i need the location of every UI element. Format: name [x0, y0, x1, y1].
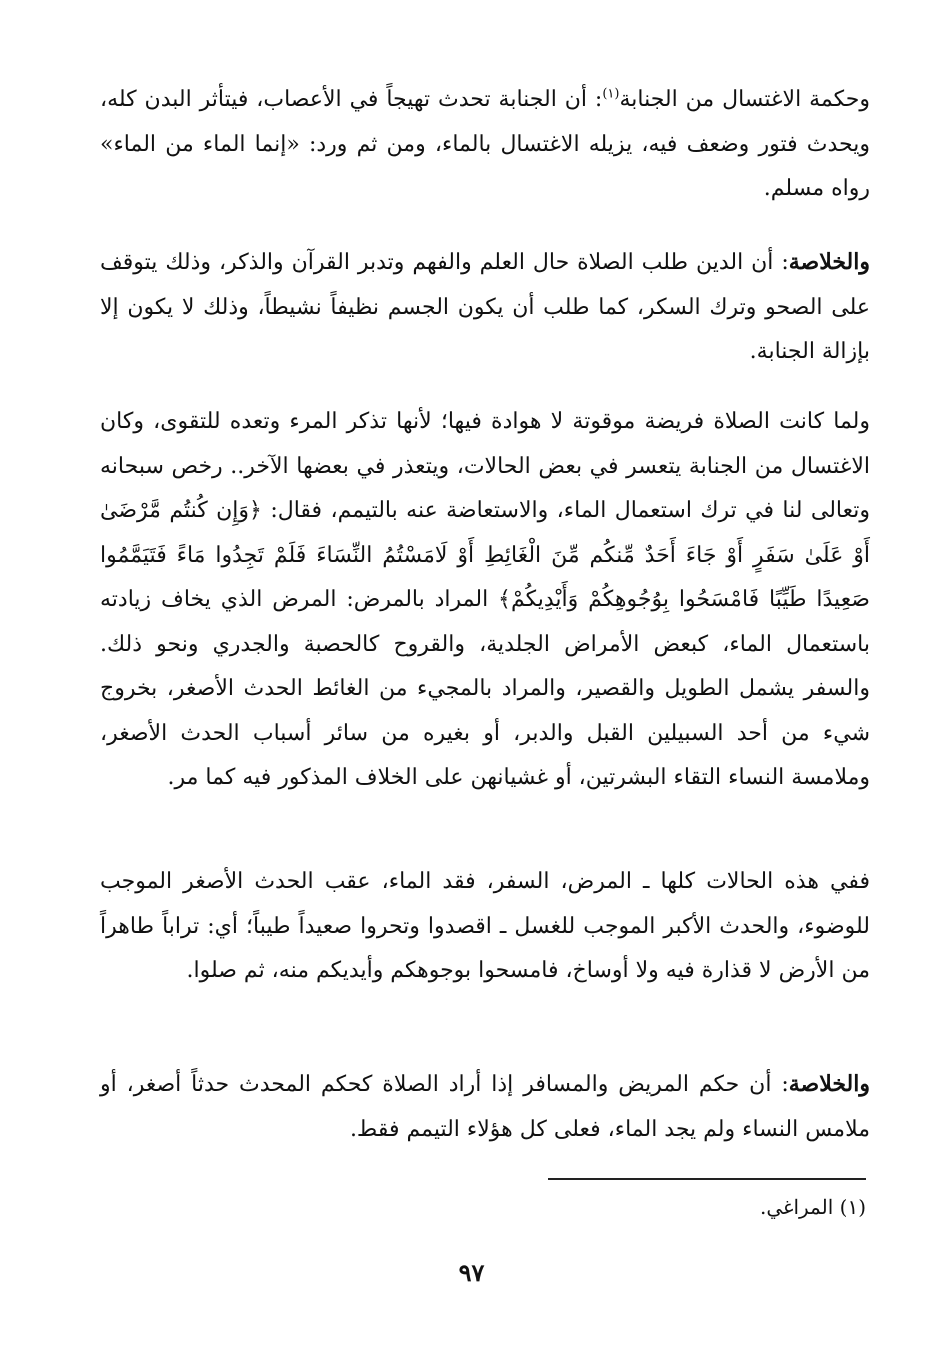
paragraph-text: ولما كانت الصلاة فريضة موقوتة لا هوادة فيها؛ لأنها تذكر المرء وتعده للتقوى، وكان الاغتسال من الجنابة يتعسر في بعض الحالات، ويتعذر في بعضها الآخر.. رخص سبحانه وتعالى لنا في ترك استعمال الماء، والاستعاضة عنه بالتيمم، فقال: ﴿وَإِن كُنتُم مَّرْضَىٰ أَوْ عَلَىٰ سَفَرٍ أَوْ جَاءَ أَحَدٌ مِّنكُم مِّنَ الْغَائِطِ أَوْ لَامَسْتُمُ النِّسَاءَ فَلَمْ تَجِدُوا مَاءً فَتَيَمَّمُوا صَعِيدًا طَيِّبًا فَامْسَحُوا بِوُجُوهِكُمْ وَأَيْدِيكُمْ﴾ المراد بالمرض: المرض الذي يخاف زيادته باستعمال الماء، كبعض الأمراض الجلدية، والقروح كالحصبة والجدري ونحو ذلك. والسفر يشمل الطويل والقصير، والمراد بالمجيء من الغائط الحدث الأصغر، بخروج شيء من أحد السبيلين القبل والدبر، أو بغيره من سائر أسباب الحدث الأصغر، وملامسة النساء التقاء البشرتين، أو غشيانهن على الخلاف المذكور فيه كما مر.	[100, 409, 871, 790]
paragraph-text: وحكمة الاغتسال من الجنابة	[619, 87, 871, 112]
paragraph-text: ففي هذه الحالات كلها ـ المرض، السفر، فقد الماء، عقب الحدث الأصغر الموجب للوضوء، والحدث الأكبر الموجب للغسل ـ اقصدوا وتحروا صعيداً طيباً؛ أي: تراباً طاهراً من الأرض لا قذارة فيه ولا أوساخ، فامسحوا بوجوهكم وأيديكم منه، ثم صلوا.	[100, 869, 870, 983]
footnote-text: المراغي.	[759, 1195, 834, 1219]
footnote-marker: (١)	[839, 1195, 866, 1219]
paragraph-text-continued: : أن الجنابة تحدث تهيجاً في الأعصاب، فيتأثر البدن كله، ويحدث فتور وضعف فيه، يزيله الاغتسال بالماء، ومن ثم ورد: «إنما الماء من الماء» رواه مسلم.	[100, 87, 870, 201]
paragraph-summary-1	[100, 240, 870, 375]
summary-heading: والخلاصة	[788, 249, 870, 275]
summary-text: : أن الدين طلب الصلاة حال العلم والفهم وتدبر القرآن والذكر، وذلك يتوقف على الصحو وترك السكر، كما طلب أن يكون الجسم نظيفاً نشيطاً، وذلك لا يكون إلا بإزالة الجنابة.	[100, 250, 870, 364]
footnote	[100, 1192, 866, 1222]
paragraph-summary-2	[100, 1062, 870, 1152]
paragraph-cases	[100, 860, 870, 994]
summary-text: : أن حكم المريض والمسافر إذا أراد الصلاة كحكم المحدث حدثاً أصغر، أو ملامس النساء ولم يجد الماء، فعلى كل هؤلاء التيمم فقط.	[100, 1072, 870, 1142]
footnote-divider	[548, 1178, 866, 1180]
paragraph-wisdom-of-ghusl	[100, 78, 870, 212]
paragraph-tayammum-verse	[100, 400, 870, 801]
summary-heading: والخلاصة	[788, 1071, 870, 1097]
page-number: ٩٧	[458, 1258, 485, 1287]
footnote-reference: (١)	[602, 86, 620, 102]
